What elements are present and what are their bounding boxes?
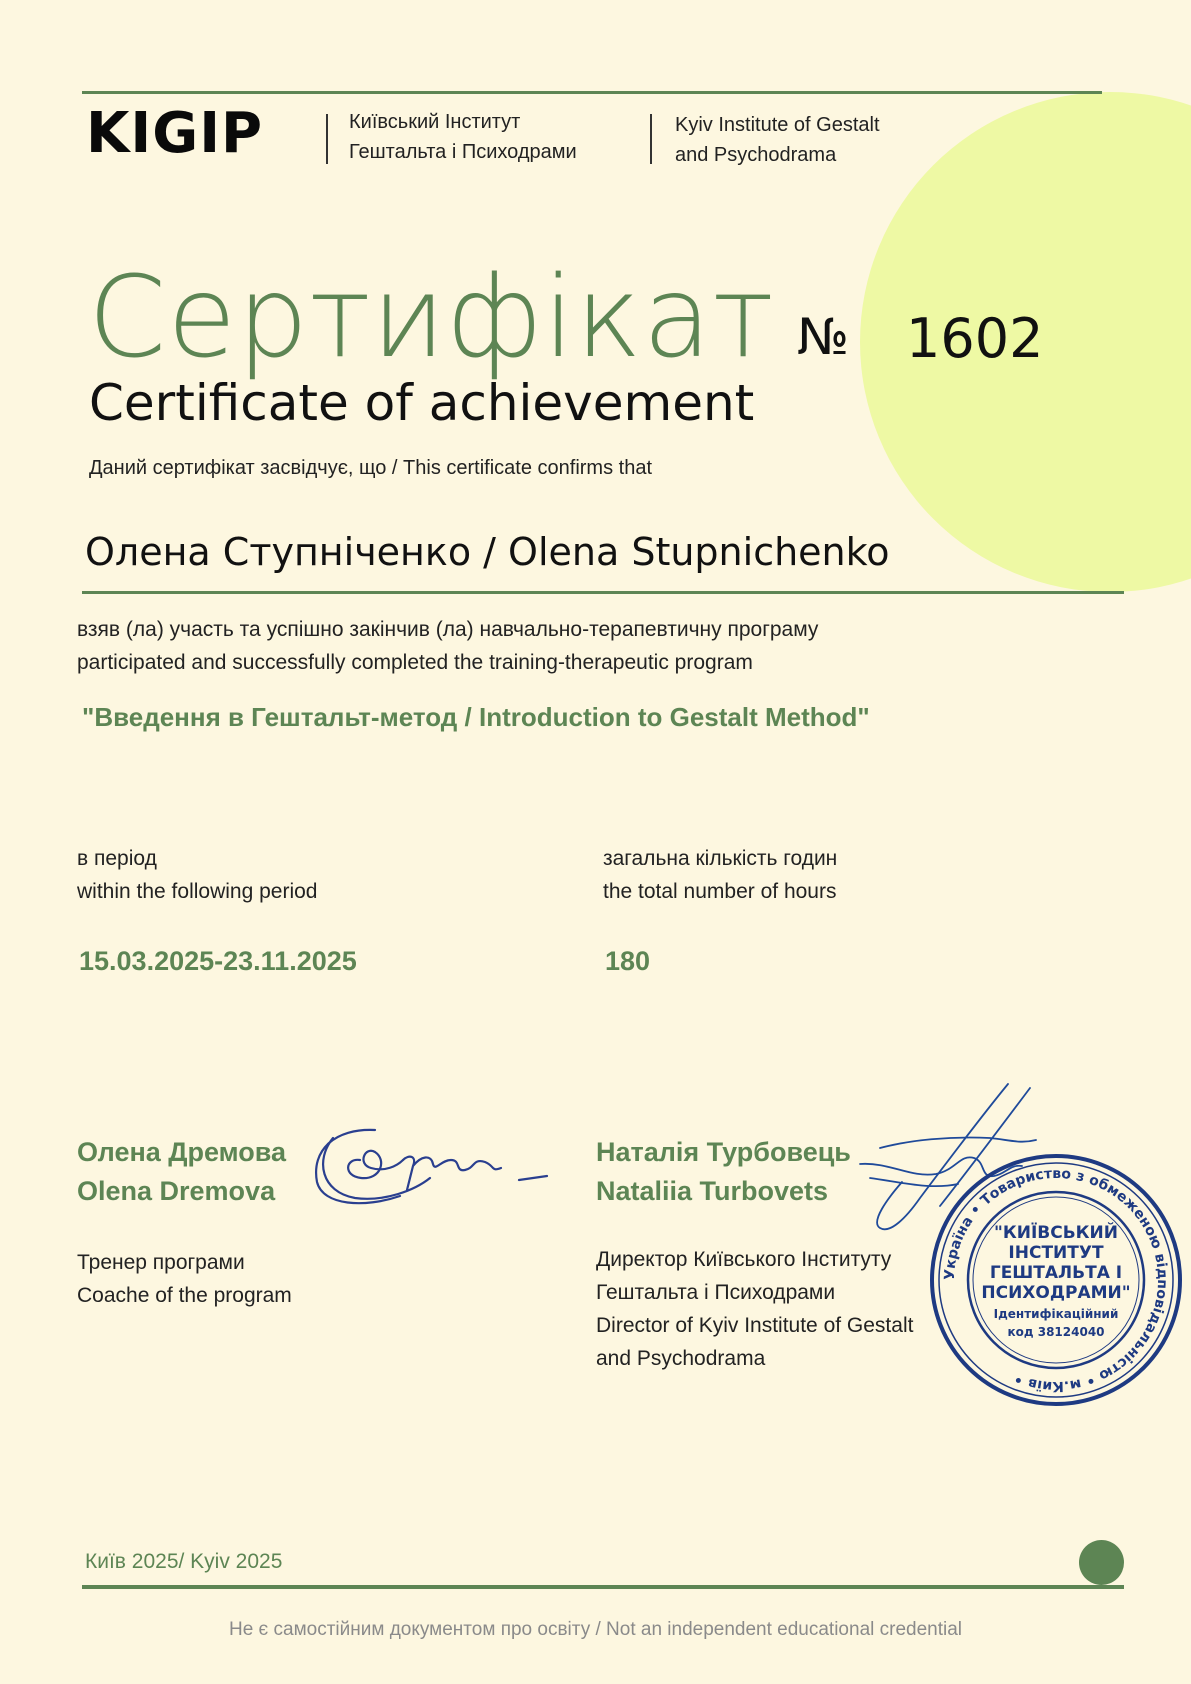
director-name-en: Nataliia Turbovets — [596, 1176, 829, 1206]
kigip-logo: KIGIP — [86, 101, 264, 166]
footer-city: Київ 2025/ Kyiv 2025 — [85, 1550, 283, 1573]
director-role-line3: Director of Kyiv Institute of Gestalt — [596, 1314, 914, 1337]
institute-en-line2: and Psychodrama — [675, 144, 837, 166]
trainer-role-ua: Тренер програми — [77, 1251, 245, 1274]
director-name — [596, 1133, 851, 1211]
stamp-line5: Ідентифікаційний — [993, 1307, 1119, 1321]
trainer-signature — [305, 1120, 590, 1220]
institute-ua-line2: Гештальта і Психодрами — [349, 141, 577, 163]
institute-name-ua — [349, 107, 577, 167]
stamp-line4: ПСИХОДРАМИ" — [981, 1283, 1131, 1303]
stamp-line1: "КИЇВСЬКИЙ — [993, 1223, 1119, 1243]
period-label — [77, 842, 317, 908]
stamp-line3: ГЕШТАЛЬТА І — [989, 1263, 1123, 1283]
trainer-name — [77, 1133, 286, 1211]
top-rule — [82, 91, 1102, 94]
name-underline — [82, 591, 1124, 594]
hours-label-en: the total number of hours — [603, 880, 837, 903]
director-name-ua: Наталія Турбовець — [596, 1137, 851, 1167]
official-stamp — [926, 1150, 1186, 1410]
institute-ua-line1: Київський Інститут — [349, 111, 521, 133]
trainer-name-en: Olena Dremova — [77, 1176, 276, 1206]
director-role-line1: Директор Київського Інституту — [596, 1248, 892, 1271]
stamp-line2: ІНСТИТУТ — [1008, 1243, 1104, 1263]
certificate-title-ua: Сертифікат — [88, 253, 775, 383]
institute-name-en — [675, 110, 880, 170]
period-label-ua: в період — [77, 847, 157, 870]
header-divider-2 — [650, 114, 652, 164]
header-divider-1 — [326, 114, 328, 164]
hours-label-ua: загальна кількість годин — [603, 847, 838, 870]
completion-statement — [77, 613, 818, 679]
hours-value: 180 — [605, 946, 651, 976]
footer-rule — [82, 1585, 1124, 1589]
number-sign: № — [797, 308, 850, 366]
completion-ua: взяв (ла) участь та успішно закінчив (ла) навчально-терапевтичну програму — [77, 618, 819, 641]
recipient-name: Олена Ступніченко / Olena Stupnichenko — [85, 530, 890, 574]
director-role — [596, 1243, 913, 1375]
director-role-line2: Гештальта і Психодрами — [596, 1281, 836, 1304]
period-value: 15.03.2025-23.11.2025 — [79, 946, 357, 976]
certificate-title-en: Certificate of achievement — [89, 374, 755, 432]
trainer-name-ua: Олена Дремова — [77, 1137, 287, 1167]
director-role-line4: and Psychodrama — [596, 1347, 766, 1370]
disclaimer: Не є самостійним документом про освіту / Not an independent educational credential — [228, 1619, 963, 1640]
period-label-en: within the following period — [77, 880, 318, 903]
hours-label — [603, 842, 837, 908]
certificate-number: 1602 — [906, 307, 1044, 370]
stamp-ring-text: Україна • Товариство з обмеженою відповідальністю • м.Київ • — [941, 1165, 1171, 1395]
trainer-role — [77, 1246, 292, 1312]
institute-en-line1: Kyiv Institute of Gestalt — [675, 114, 880, 136]
confirm-text: Даний сертифікат засвідчує, що / This certificate confirms that — [89, 457, 652, 479]
program-title: "Введення в Гештальт-метод / Introduction to Gestalt Method" — [82, 702, 870, 732]
footer-dot — [1079, 1540, 1124, 1585]
stamp-line6: код 38124040 — [1007, 1325, 1105, 1339]
trainer-role-en: Coache of the program — [77, 1284, 292, 1307]
completion-en: participated and successfully completed the training-therapeutic program — [77, 651, 753, 674]
